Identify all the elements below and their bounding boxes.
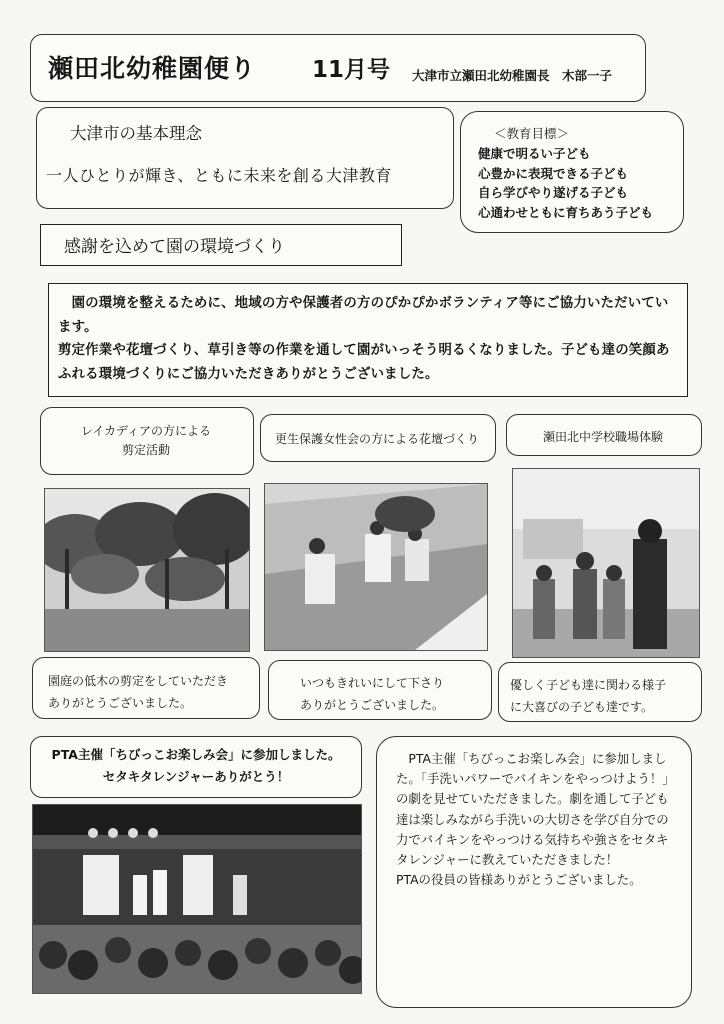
activity-label-1-line-1: レイカディアの方による [80, 424, 212, 438]
activity-label-2: 更生保護女性会の方による花壇づくり [274, 432, 479, 446]
goal-item: 自ら学びやり遂げる子ども [478, 185, 629, 200]
section-title: 感謝を込めて園の環境づくり [64, 237, 285, 257]
newsletter-title: 瀬田北幼稚園便り [48, 54, 257, 83]
caption-3 [510, 674, 666, 718]
flowerbed-photo [264, 483, 488, 651]
goal-item: 心通わせともに育ちあう子ども [478, 204, 654, 220]
author-line: 大津市立瀬田北幼稚園長 木部一子 [412, 68, 613, 83]
goals-heading: ＜教育目標＞ [494, 126, 570, 141]
goal-item: 健康で明るい子ども [478, 146, 591, 161]
philosophy-heading: 大津市の基本理念 [70, 124, 202, 143]
goal-item: 心豊かに表現できる子ども [478, 165, 629, 181]
caption-2-line-1: いつもきれいにして下さり [300, 676, 445, 690]
activity-label-3: 瀬田北中学校職場体験 [542, 430, 663, 444]
activity-label-1-line-2: 剪定活動 [121, 443, 170, 457]
philosophy-text: 一人ひとりが輝き、ともに未来を創る大津教育 [46, 166, 392, 185]
pta-event-photo [32, 804, 362, 994]
issue-number: 11月号 [312, 57, 391, 83]
pta-title [36, 744, 356, 788]
caption-1-line-1: 園庭の低木の剪定をしていただき [48, 674, 229, 688]
intro-paragraph-2: 剪定作業や花壇づくり、草引き等の作業を通して園がいっそう明るくなりました。子ども達の笑顔あふれる環境づくりにご協力いただきありがとうございました。 [58, 343, 670, 382]
intro-text [58, 292, 682, 386]
caption-2-line-2: ありがとうございました。 [300, 698, 445, 712]
caption-2 [300, 672, 444, 716]
caption-3-line-2: に大喜びの子ども達です。 [510, 700, 654, 714]
caption-1-line-2: ありがとうございました。 [48, 696, 193, 710]
pta-report-text: PTA主催「ちびっこお楽しみ会」に参加しました。「手洗いパワーでバイキンをやっつけよう！」の劇を見せていただきました。劇を通して子ども達は楽しみながら手洗いの大切さを学び自分での力でバイキンをやっつける気持ちや強さをセタキタレンジャーに教えていただきました！ PTAの役員の皆様ありがとうございました。 [396, 751, 675, 888]
activity-label-1 [40, 422, 252, 460]
pta-title-line-2: セタキタレンジャーありがとう！ [102, 769, 290, 784]
pta-title-line-1: PTA主催「ちびっこお楽しみ会」に参加しました。 [51, 747, 341, 762]
goals-list [478, 144, 653, 222]
pruning-photo [44, 488, 250, 652]
intro-paragraph-1: 園の環境を整えるために、地域の方や保護者の方のぴかぴかボランティア等にご協力いただいています。 [58, 296, 669, 335]
caption-1 [48, 670, 228, 714]
school-visit-photo [512, 468, 700, 658]
caption-3-line-1: 優しく子ども達に関わる様子 [510, 678, 667, 692]
